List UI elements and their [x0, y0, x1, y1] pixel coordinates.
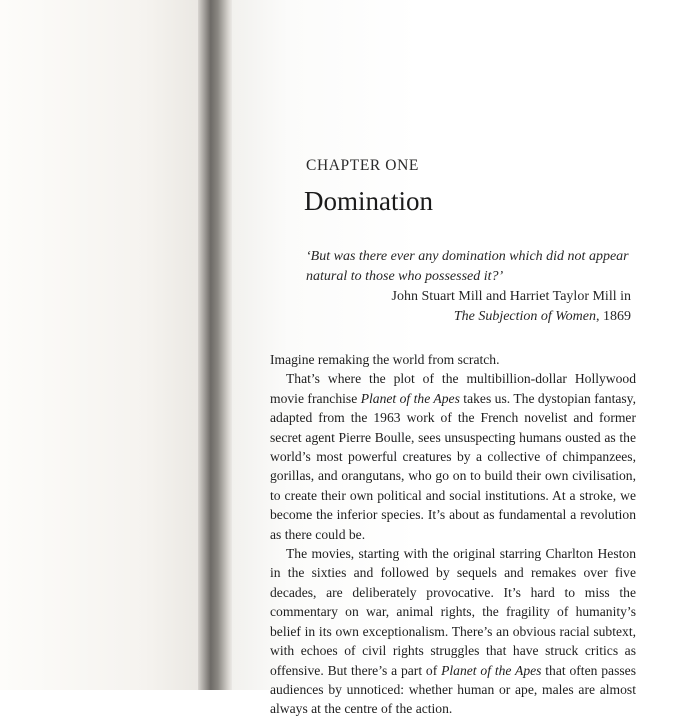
body-text [270, 350, 636, 719]
page-content [270, 0, 680, 717]
book-gutter [198, 0, 234, 690]
epigraph-attribution [392, 287, 631, 327]
attribution-year: , 1869 [596, 309, 631, 324]
paragraph-3-text-a: The movies, starting with the original starring Charlton Heston in the sixties and followed by sequels and remakes over five decades, are deliberately provocative. It’s hard to miss the commentary on war, animal rights, the fragility of humanity’s belief in its own exceptionalism. There’s an obvious racial subtext, with echoes of civil rights struggles that have struck critics as offensive. But there’s a part of [270, 546, 636, 678]
attribution-authors: John Stuart Mill and Harriet Taylor Mill in [391, 289, 631, 304]
chapter-label: CHAPTER ONE [306, 157, 419, 174]
paragraph-3 [270, 544, 636, 719]
epigraph-quote: ‘But was there ever any domination which did not appear natural to those who possessed it?’ [306, 249, 629, 284]
paragraph-3-text-b: that often passes audiences by unnoticed: whether human or ape, males are almost always at the centre of the action. [270, 662, 636, 717]
paragraph-2-text-a: That’s where the plot of the multibillion-dollar Hollywood movie franchise [270, 371, 636, 406]
left-page [0, 0, 208, 690]
paragraph-2-title: Planet of the Apes [360, 390, 460, 406]
attribution-work: The Subjection of Women [453, 309, 596, 324]
paragraph-1: Imagine remaking the world from scratch. [270, 352, 500, 367]
paragraph-2-text-b: takes us. The dystopian fantasy, adapted from the 1963 work of the French novelist and former secret agent Pierre Boulle, sees unsuspecting humans ousted as the world’s most powerful creatures by a collective of chimpanzees, gorillas, and orangutans, who go on to build their own civilisation, to create their own political and social institutions. At a stroke, we become the inferior species. It’s about as fundamental a revolution as there could be. [270, 390, 636, 542]
paragraph-2 [270, 369, 636, 544]
chapter-title: Domination [304, 186, 433, 216]
attribution-source [392, 307, 631, 327]
paragraph-3-title: Planet of the Apes [441, 662, 542, 678]
